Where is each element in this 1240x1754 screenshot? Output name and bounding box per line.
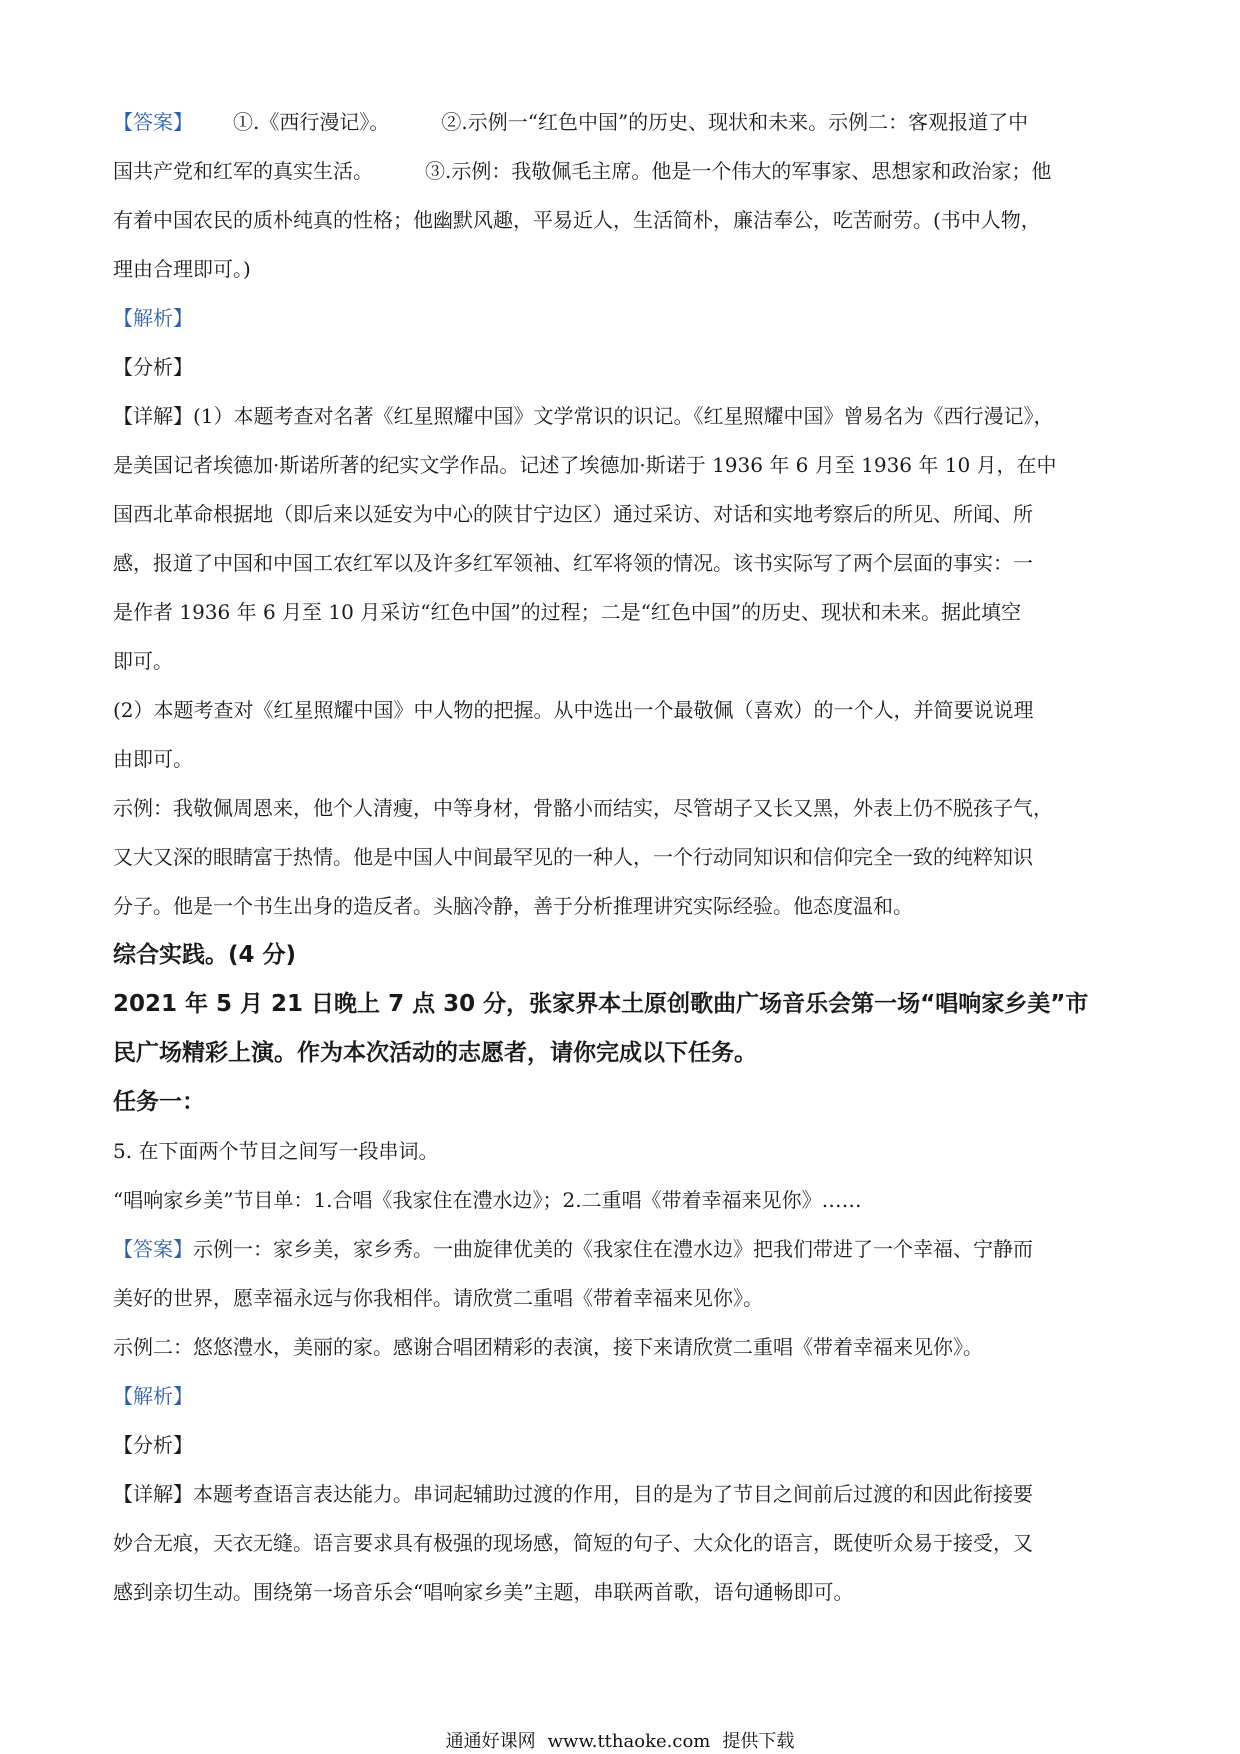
answer-tag: 【答案】 [113,110,193,134]
detail2-line-3: 感到亲切生动。围绕第一场音乐会“唱响家乡美”主题，串联两首歌，语句通畅即可。 [113,1580,854,1604]
answer-line-2: 国共产党和红军的真实生活。 ③.示例：我敬佩毛主席。他是一个伟大的军事家、思想家和政治家；他 [113,159,1052,183]
detail-line-9: 示例：我敬佩周恩来，他个人清瘦，中等身材，骨骼小而结实，尽管胡子又长又黑，外表上仍不脱孩子气， [113,796,1053,820]
detail-line-3: 国西北革命根据地（即后来以延安为中心的陕甘宁边区）通过采访、对话和实地考察后的所见、所闻、所 [113,502,1033,526]
answer2-line-2: 美好的世界，愿幸福永远与你我相伴。请欣赏二重唱《带着幸福来见你》。 [113,1286,763,1310]
detail-tag-2: 【详解】 [113,1482,193,1506]
section-intro-2: 民广场精彩上演。作为本次活动的志愿者，请你完成以下任务。 [113,1040,757,1066]
document-content [113,98,1128,1617]
detail-line-2: 是美国记者埃德加·斯诺所著的纪实文学作品。记述了埃德加·斯诺于 1936 年 6 月至 1936 年 10 月，在中 [113,453,1057,477]
footer-suffix: 提供下载 [722,1731,795,1752]
answer2-line-3: 示例二：悠悠澧水，美丽的家。感谢合唱团精彩的表演，接下来请欣赏二重唱《带着幸福来见你》。 [113,1335,983,1359]
answer-tag-2: 【答案】 [113,1237,193,1261]
footer-url[interactable]: www.tthaoke.com [547,1731,711,1752]
detail-line-11: 分子。他是一个书生出身的造反者。头脑冷静，善于分析推理讲究实际经验。他态度温和。 [113,894,913,918]
section-title: 综合实践。(4 分) [113,942,297,968]
detail2-line-2: 妙合无痕，天衣无缝。语言要求具有极强的现场感，简短的句子、大众化的语言，既使听众易于接受，又 [113,1531,1033,1555]
detail-tag: 【详解】 [113,404,193,428]
answer-line-4: 理由合理即可。) [113,257,251,281]
answer-line-3: 有着中国农民的质朴纯真的性格；他幽默风趣，平易近人，生活简朴，廉洁奉公，吃苦耐劳。(书中人物， [113,208,1041,232]
footer-site-name: 通通好课网 [445,1731,536,1752]
fenxi-tag: 【分析】 [113,355,193,379]
answer2-line-1: 【答案】示例一：家乡美，家乡秀。一曲旋律优美的《我家住在澧水边》把我们带进了一个幸福、宁静而 [113,1237,1033,1261]
question-5: 5. 在下面两个节目之间写一段串词。 [113,1139,439,1163]
detail-line-8: 由即可。 [113,747,193,771]
detail-line-10: 又大又深的眼睛富于热情。他是中国人中间最罕见的一种人，一个行动同知识和信仰完全一致的纯粹知识 [113,845,1033,869]
page-footer [0,1731,1240,1753]
detail-line-4: 感，报道了中国和中国工农红军以及许多红军领袖、红军将领的情况。该书实际写了两个层面的事实：一 [113,551,1033,575]
detail2-line-1: 【详解】本题考查语言表达能力。串词起辅助过渡的作用，目的是为了节目之间前后过渡的和因此衔接要 [113,1482,1033,1506]
detail-line-7: (2）本题考查对《红星照耀中国》中人物的把握。从中选出一个最敬佩（喜欢）的一个人，并简要说说理 [113,698,1034,722]
detail-line-6: 即可。 [113,649,173,673]
program-list: “唱响家乡美”节目单：1.合唱《我家住在澧水边》；2.二重唱《带着幸福来见你》…… [113,1188,862,1212]
answer-line-1: 【答案】 ①.《西行漫记》。 ②.示例一“红色中国”的历史、现状和未来。示例二：客观报道了中 [113,110,1029,134]
fenxi-tag-2: 【分析】 [113,1433,193,1457]
detail-line-5: 是作者 1936 年 6 月至 10 月采访“红色中国”的过程；二是“红色中国”的历史、现状和未来。据此填空 [113,600,1022,624]
analysis-tag-2: 【解析】 [113,1384,193,1408]
task-title: 任务一： [113,1089,205,1115]
detail-line-1: 【详解】(1）本题考查对名著《红星照耀中国》文学常识的识记。《红星照耀中国》曾易名为《西行漫记》， [113,404,1054,428]
analysis-tag: 【解析】 [113,306,193,330]
section-intro-1: 2021 年 5 月 21 日晚上 7 点 30 分，张家界本土原创歌曲广场音乐会第一场“唱响家乡美”市 [113,991,1089,1017]
